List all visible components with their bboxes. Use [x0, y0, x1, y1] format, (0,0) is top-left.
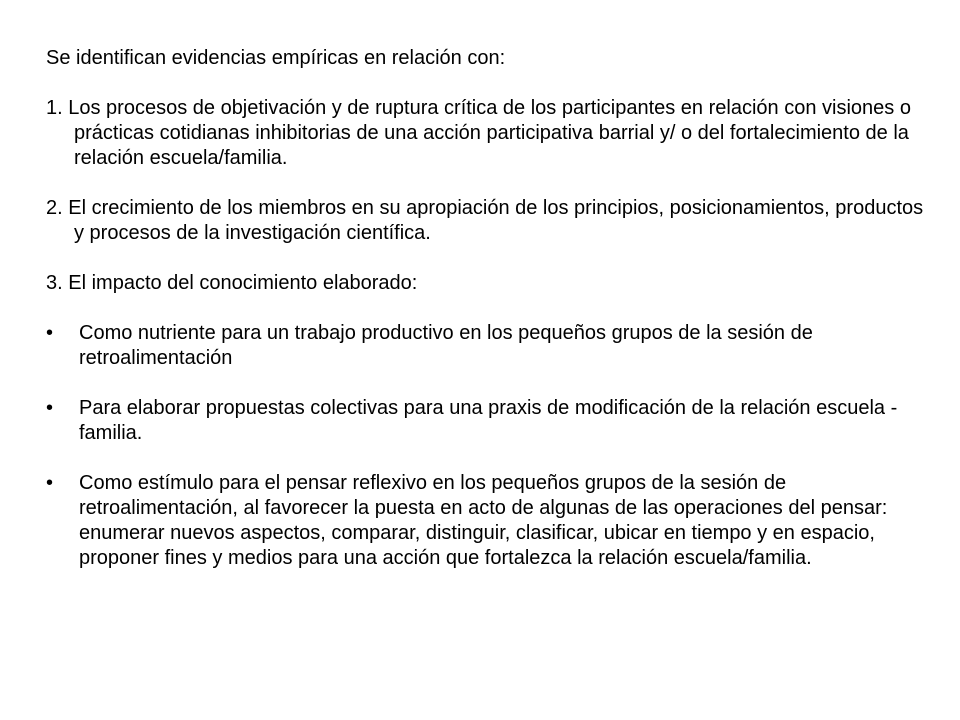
numbered-item-2 — [46, 196, 926, 246]
item-number: 1. — [46, 97, 63, 119]
item-number: 3. — [46, 272, 63, 294]
bullet-icon: • — [46, 322, 54, 344]
intro-text: Se identifican evidencias empíricas en relación con: — [46, 47, 506, 69]
bullet-icon: • — [46, 472, 54, 494]
numbered-item-1 — [46, 96, 926, 171]
bullet-item-2 — [46, 396, 926, 446]
slide-content — [46, 46, 926, 571]
bullet-text: Como nutriente para un trabajo productivo en los pequeños grupos de la sesión de retroalimentación — [79, 322, 813, 369]
bullet-text: Como estímulo para el pensar reflexivo en los pequeños grupos de la sesión de retroalimentación, al favorecer la puesta en acto de algunas de las operaciones del pensar: enumerar nuevos aspectos, comparar, distinguir, clasificar, ubicar en tiempo y en espacio, proponer fines y medios para una acción que fortalezca la relación escuela/familia. — [79, 472, 888, 569]
item-text: Los procesos de objetivación y de ruptura crítica de los participantes en relación con visiones o prácticas cotidianas inhibitorias de una acción participativa barrial y/ o del fortalecimiento de la relación escuela/familia. — [68, 97, 911, 169]
item-number: 2. — [46, 197, 63, 219]
bullet-item-1 — [46, 321, 926, 371]
bullet-icon: • — [46, 397, 54, 419]
bullet-text: Para elaborar propuestas colectivas para una praxis de modificación de la relación escuela - familia. — [79, 397, 898, 444]
bullet-item-3 — [46, 471, 926, 571]
item-text: El impacto del conocimiento elaborado: — [68, 272, 418, 294]
numbered-item-3 — [46, 271, 926, 296]
item-text: El crecimiento de los miembros en su apropiación de los principios, posicionamientos, productos y procesos de la investigación científica. — [68, 197, 924, 244]
